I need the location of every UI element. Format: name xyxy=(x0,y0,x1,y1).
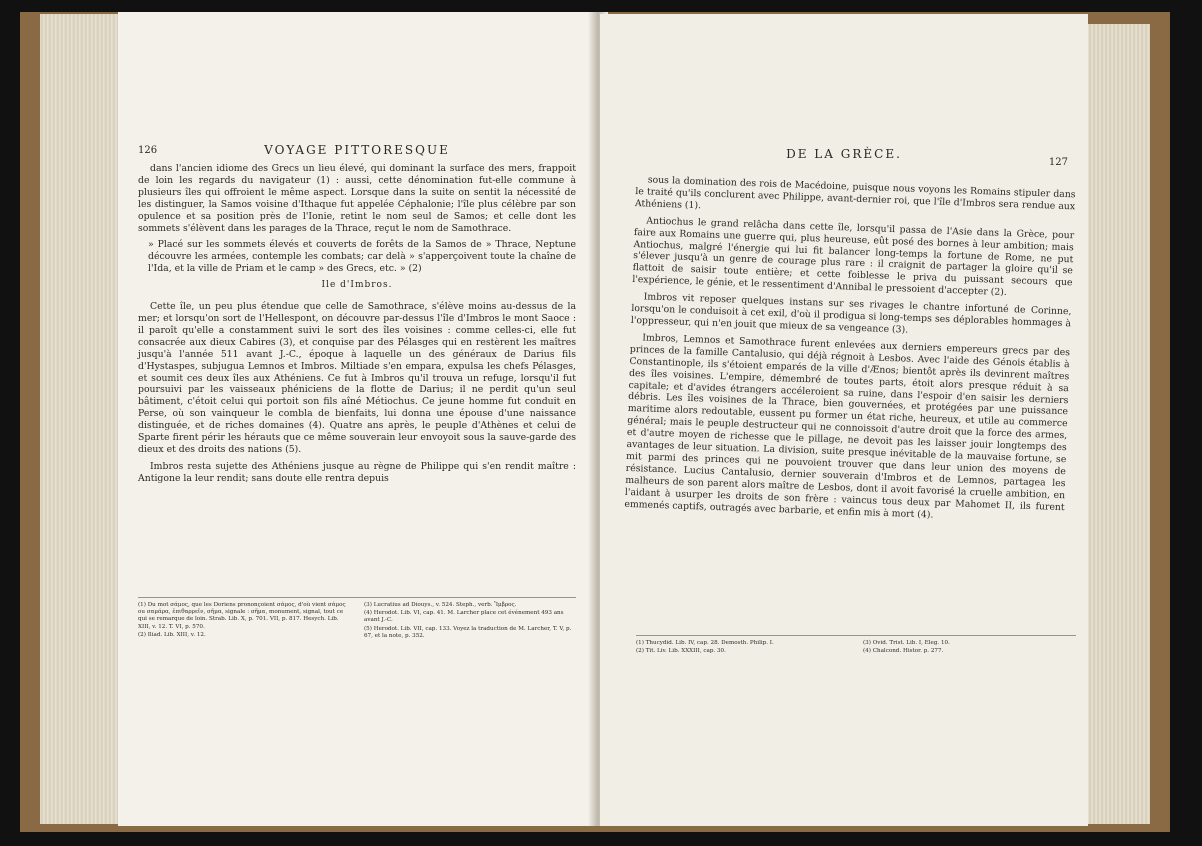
footnote-rule xyxy=(138,597,576,598)
paragraph: dans l'ancien idiome des Grecs un lieu élevé, qui dominant la surface des mers, frappoit de loin les regards du navigateur (1) : aussi, cette dénomination fut-elle commune à plusieurs îles qui offroient le même aspect. Lorsque dans la suite on sentit la nécessité de les distinguer, la Samos voisine d'Ithaque fut appelée Céphalonie; l'île plus célèbre par son opulence et sa position près de l'Ionie, retint le nom seul de Samos; et celle dont les sommets s'élèvent dans les parages de la Thrace, reçut le nom de Samothrace. xyxy=(138,163,576,234)
footnote: (3) Lucratius ad Diouys., v. 524. Steph., verb. Ἴμβρος. xyxy=(364,602,517,608)
footnote-column xyxy=(138,602,350,641)
paragraph: sous la domination des rois de Macédoine, puisque nous voyons les Romains stipuler dans le traité qu'ils conclurent avec Philippe, avant-dernier roi, que l'île d'Imbros sera rendue aux Athéniens (1). xyxy=(634,174,1076,213)
footnote: (2) Iliad. Lib. XIII, v. 12. xyxy=(138,631,206,638)
footnote: (2) Tit. Liv. Lib. XXXIII, cap. 30. xyxy=(636,648,726,655)
left-page xyxy=(118,12,596,826)
page-number: 126 xyxy=(138,145,158,156)
paragraph: Imbros resta sujette des Athéniens jusque au règne de Philippe qui s'en rendit maître : Antigone la leur rendit; sans doute elle rentra depuis xyxy=(138,460,576,484)
left-footnotes xyxy=(138,602,576,641)
footnote-column xyxy=(636,640,849,656)
footnote-column xyxy=(863,640,1076,656)
footnote: (1) Thucydid. Lib. IV, cap. 28. Demosth. Philip. I. xyxy=(636,640,774,646)
footnote-column xyxy=(364,602,576,641)
left-page-edges xyxy=(40,14,125,824)
paragraph: Imbros vit reposer quelques instans sur ses rivages le chantre infortuné de Corinne, lorsqu'on le conduisoit à cet exil, d'où il prodigua si long-temps ses déplorables hommages à l'oppresseur, qui n'en jouit que mieux de sa vengeance (3). xyxy=(630,291,1072,336)
paragraph: Cette île, un peu plus étendue que celle de Samothrace, s'élève moins au-dessus de la mer; et lorsqu'on sort de l'Hellespont, on découvre par-dessus l'île d'Imbros le mont Saoce : il paroît qu'elle a constamment suivi le sort des îles voisines : comme celles-ci, elle fut consacrée aux dieux Cabires (3), et conquise par des Pélasges qui en restèrent les maîtres jusqu'à l'année 511 avant J.-C., époque à laquelle un des généraux de Darius fils d'Hystaspes, subjugua Lemnos et Imbros. Miltiade s'en empara, expulsa les chefs Pélasges, et soumit ces deux îles aux Athéniens. Ce fut à Imbros qu'il trouva un refuge, lorsqu'il fut poursuivi par les vaisseaux phéniciens de la flotte de Darius; il ne perdit qu'un seul bâtiment, c'étoit celui qui portoit son fils aîné Métiochus. Ce jeune homme fut conduit en Perse, où son vainqueur le combla de bienfaits, lui donna une épouse d'une naissance distinguée, et de riches domaines (4). Quatre ans après, le peuple d'Athènes et celui de Sparte firent périr les hérauts que ce même souverain leur envoyoit sous la sauve-garde des dieux et des droits des nations (5). xyxy=(138,301,576,455)
footnote: (3) Ovid. Trist. Lib. I, Eleg. 10. xyxy=(863,640,950,646)
running-title: VOYAGE PITTORESQUE xyxy=(264,143,450,157)
right-footnotes xyxy=(636,640,1076,656)
right-page-edges xyxy=(1080,24,1150,824)
left-page-text xyxy=(138,163,576,490)
footnote: (4) Herodot. Lib. VI, cap. 41. M. Larcher place cet événement 493 ans avant J.-C. xyxy=(364,610,564,624)
paragraph: Imbros, Lemnos et Samothrace furent enlevées aux derniers empereurs grecs par des princes de la famille Cantalusio, qui déjà régnoit à Lesbos. Avec l'aide des Génois établis à Constantinople, ils s'étoient emparés de la ville d'Ænos; bientôt après ils devinrent maîtres des îles voisines. L'empire, démembré de toutes parts, étoit alors presque réduit à sa capitale; et d'avides étrangers accéleroient sa ruine, dans l'espoir d'en saisir les derniers débris. Les îles voisines de la Thrace, bien gouvernées, et protégées par une puissance maritime alors redoutable, eussent pu former un état riche, heureux, et utile au commerce général; mais le peuple destructeur qui ne connoissoit d'autre droit que la force des armes, et d'autre moyen de richesse que le pillage, ne devoit pas les laisser jouir longtemps des avantages de leur situation. La division, suite presque inévitable de la mauvaise fortune, se mit parmi des princes qui ne pouvoient trouver que dans leur union des moyens de résistance. Lucius Cantalusio, dernier souverain d'Imbros et de Lemnos, partagea les malheurs de son parent alors maître de Lesbos, dont il avoit favorisé la cruelle ambition, en l'aidant à usurper les droits de son frère : vaincus tous deux par Mahomet II, ils furent emmenés captifs, outragés avec barbarie, et enfin mis à mort (4). xyxy=(624,332,1071,521)
right-running-head xyxy=(620,147,1068,168)
running-title: DE LA GRÈCE. xyxy=(786,147,902,161)
page-number: 127 xyxy=(1048,157,1068,168)
section-heading: Ile d'Imbros. xyxy=(321,280,393,291)
homer-quote: » Placé sur les sommets élevés et couverts de forêts de la Samos de » Thrace, Neptune découvre les armées, contemple les combats; car delà » s'apperçoivent toute la chaîne de l'Ida, et la ville de Priam et le camp » des Grecs, etc. » (2) xyxy=(148,239,576,275)
right-page xyxy=(600,14,1088,826)
paragraph: Antiochus le grand relâcha dans cette île, lorsqu'il passa de l'Asie dans la Grèce, pour faire aux Romains une guerre qui, plus heureuse, eût posé des bornes à leur ambition; mais Antiochus, malgré l'énergie qui lui fit balancer long-temps la fortune de Rome, ne put s'élever jusqu'à un genre de courage plus rare : il craignit de partager la gloire qu'il se flattoit de saisir toute entière; et cette foiblesse le priva du puissant secours que l'expérience, le génie, et le ressentiment d'Annibal le pressoient d'accepter (2). xyxy=(632,215,1075,299)
footnote-rule xyxy=(636,635,1076,636)
footnote: (5) Herodot. Lib. VII, cap. 133. Voyez la traduction de M. Larcher, T. V, p. 67, et la note, p. 352. xyxy=(364,625,572,639)
right-page-text xyxy=(624,174,1076,531)
footnote: (1) Du mot σάμος, que les Doriens prononçoient σάμος, d'où vient σάμος ou σαμάρα, ἐπιθαρρεῖν, σῆμα, signale : σῆμα, monument, signal, tout ce qui se remarque de loin. Strab. Lib. X, p. 701. VII, p. 817. Hesych. Lib. XIII, v. 12. T. VI, p. 570. xyxy=(138,602,346,630)
left-running-head xyxy=(138,145,576,159)
footnote: (4) Chalcond. Histor. p. 277. xyxy=(863,648,944,655)
